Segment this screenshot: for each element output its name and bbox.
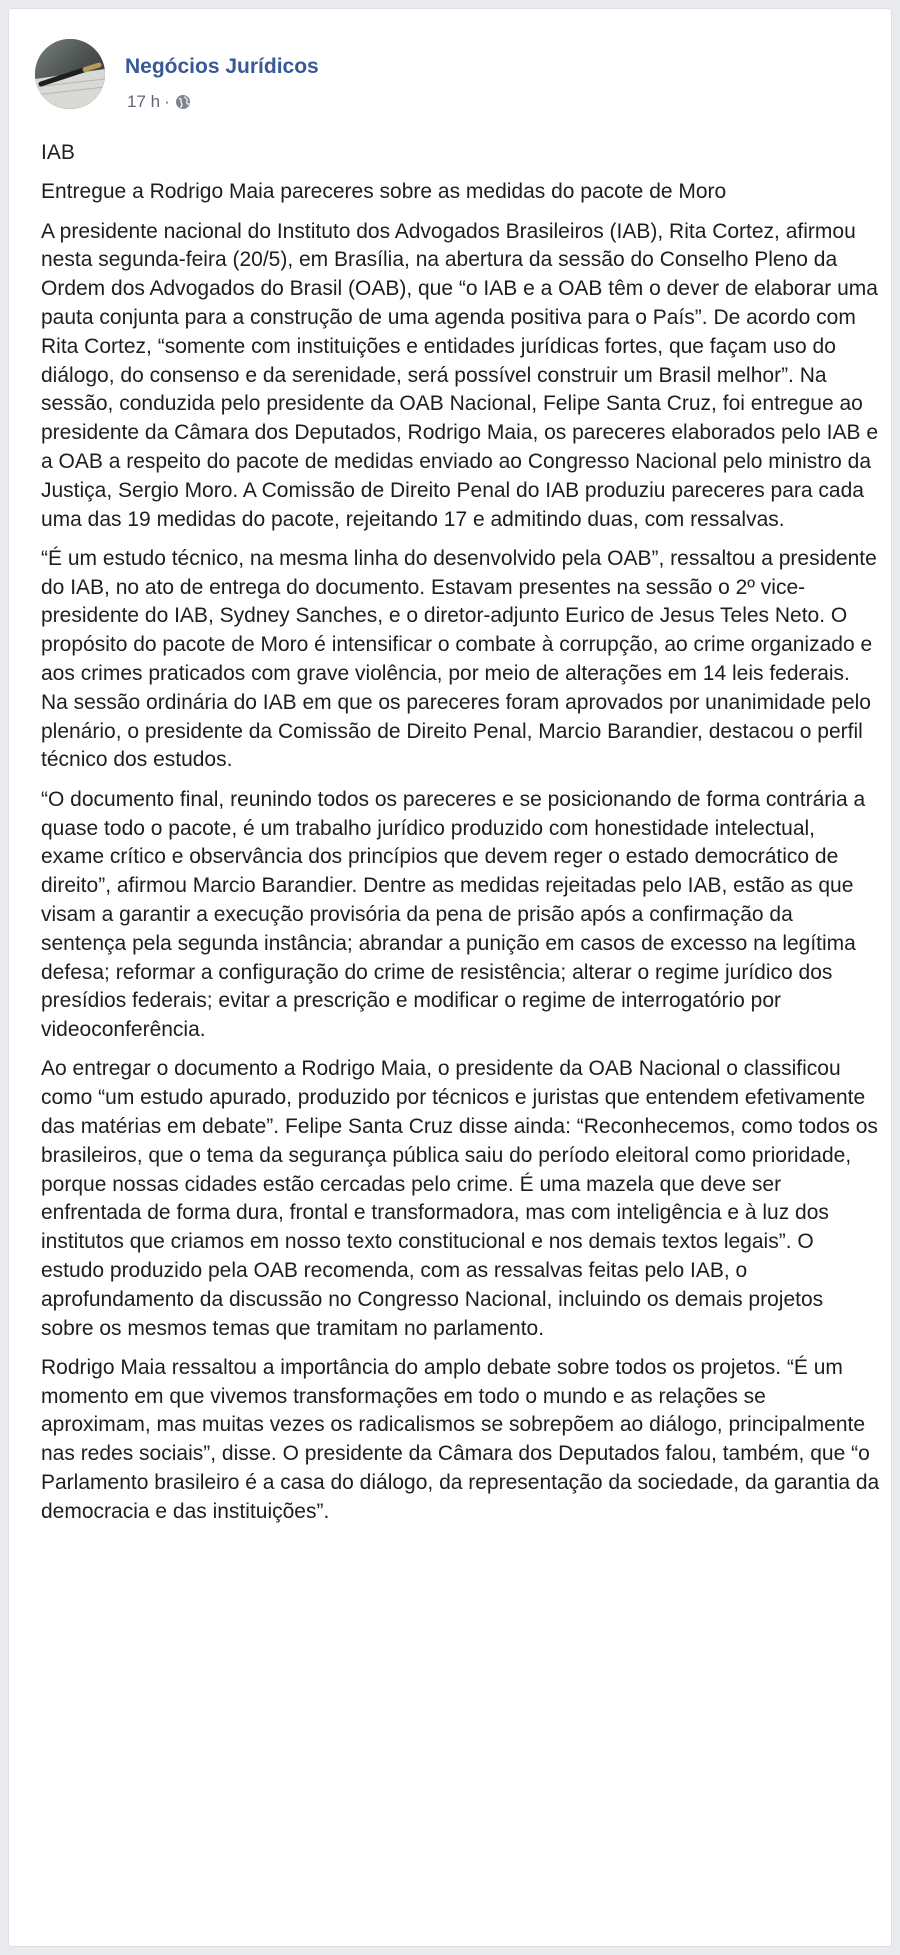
post-paragraph: Entregue a Rodrigo Maia pareceres sobre as medidas do pacote de Moro bbox=[41, 180, 727, 204]
meta-separator: · bbox=[164, 92, 170, 111]
post-body bbox=[41, 139, 881, 1537]
pen-on-paper-icon bbox=[35, 39, 105, 109]
post-paragraph: Ao entregar o documento a Rodrigo Maia, o presidente da OAB Nacional o classificou como “um estudo apurado, produzido por técnicos e juristas que entendem efetivamente das matérias em debate”. Felipe Santa Cruz disse ainda: “Reconhecemos, como todos os brasileiros, que o tema da segurança pública saiu do período eleitoral como prioridade, porque nossas cidades estão cercadas pelo crime. É uma mazela que deve ser enfrentada de forma dura, frontal e transformadora, mas com inteligência e à luz dos institutos que criamos em nosso texto constitucional e nos demais textos legais”. O estudo produzido pela OAB recomenda, com as ressalvas feitas pelo IAB, o aprofundamento da discussão no Congresso Nacional, incluindo os demais projetos sobre os mesmos temas que tramitam no parlamento. bbox=[41, 1057, 878, 1340]
post-paragraph: A presidente nacional do Instituto dos Advogados Brasileiros (IAB), Rita Cortez, afirmou nesta segunda-feira (20/5), em Brasília, na abertura da sessão do Conselho Pleno da Ordem dos Advogados do Brasil (OAB), que “o IAB e a OAB têm o dever de elaborar uma pauta conjunta para a construção de uma agenda positiva para o País”. De acordo com Rita Cortez, “somente com instituições e entidades jurídicas fortes, que façam uso do diálogo, do consenso e da serenidade, será possível construir um Brasil melhor”. Na sessão, conduzida pelo presidente da OAB Nacional, Felipe Santa Cruz, foi entregue ao presidente da Câmara dos Deputados, Rodrigo Maia, os pareceres elaborados pelo IAB e a OAB a respeito do pacote de medidas enviado ao Congresso Nacional pelo ministro da Justiça, Sergio Moro. A Comissão de Direito Penal do IAB produziu pareceres para cada uma das 19 medidas do pacote, rejeitando 17 e admitindo duas, com ressalvas. bbox=[41, 219, 878, 531]
post-paragraph: “É um estudo técnico, na mesma linha do desenvolvido pela OAB”, ressaltou a presidente do IAB, no ato de entrega do documento. Estavam presentes na sessão o 2º vice-presidente do IAB, Sydney Sanches, e o diretor-adjunto Eurico de Jesus Teles Neto. O propósito do pacote de Moro é intensificar o combate à corrupção, ao crime organizado e aos crimes praticados com grave violência, por meio de alterações em 14 leis federais. Na sessão ordinária do IAB em que os pareceres foram aprovados por unanimidade pelo plenário, o presidente da Comissão de Direito Penal, Marcio Barandier, destacou o perfil técnico dos estudos. bbox=[41, 546, 877, 772]
post-paragraph: Rodrigo Maia ressaltou a importância do amplo debate sobre todos os projetos. “É um momento em que vivemos transformações em todo o mundo e as relações se aproximam, mas muitas vezes os radicalismos se sobrepõem ao diálogo, principalmente nas redes sociais”, disse. O presidente da Câmara dos Deputados falou, também, que “o Parlamento brasileiro é a casa do diálogo, da representação da sociedade, da garantia da democracia e das instituições”. bbox=[41, 1355, 880, 1523]
facebook-post bbox=[8, 8, 892, 1947]
post-timestamp[interactable]: 17 h bbox=[127, 92, 161, 111]
globe-icon[interactable] bbox=[175, 94, 191, 110]
page-avatar[interactable] bbox=[35, 39, 105, 109]
post-paragraph: “O documento final, reunindo todos os pareceres e se posicionando de forma contrária a quase todo o pacote, é um trabalho jurídico produzido com honestidade intelectual, exame crítico e observância dos princípios que devem reger o estado democrático de direito”, afirmou Marcio Barandier. Dentre as medidas rejeitadas pelo IAB, estão as que visam a garantir a execução provisória da pena de prisão após a confirmação da sentença pela segunda instância; abrandar a punição em casos de excesso na legítima defesa; reformar a configuração do crime de resistência; alterar o regime jurídico dos presídios federais; evitar a prescrição e modificar o regime de interrogatório por videoconferência. bbox=[41, 787, 866, 1042]
post-paragraph: IAB bbox=[41, 141, 75, 164]
page-name-link[interactable]: Negócios Jurídicos bbox=[125, 55, 319, 78]
post-meta bbox=[127, 92, 191, 112]
